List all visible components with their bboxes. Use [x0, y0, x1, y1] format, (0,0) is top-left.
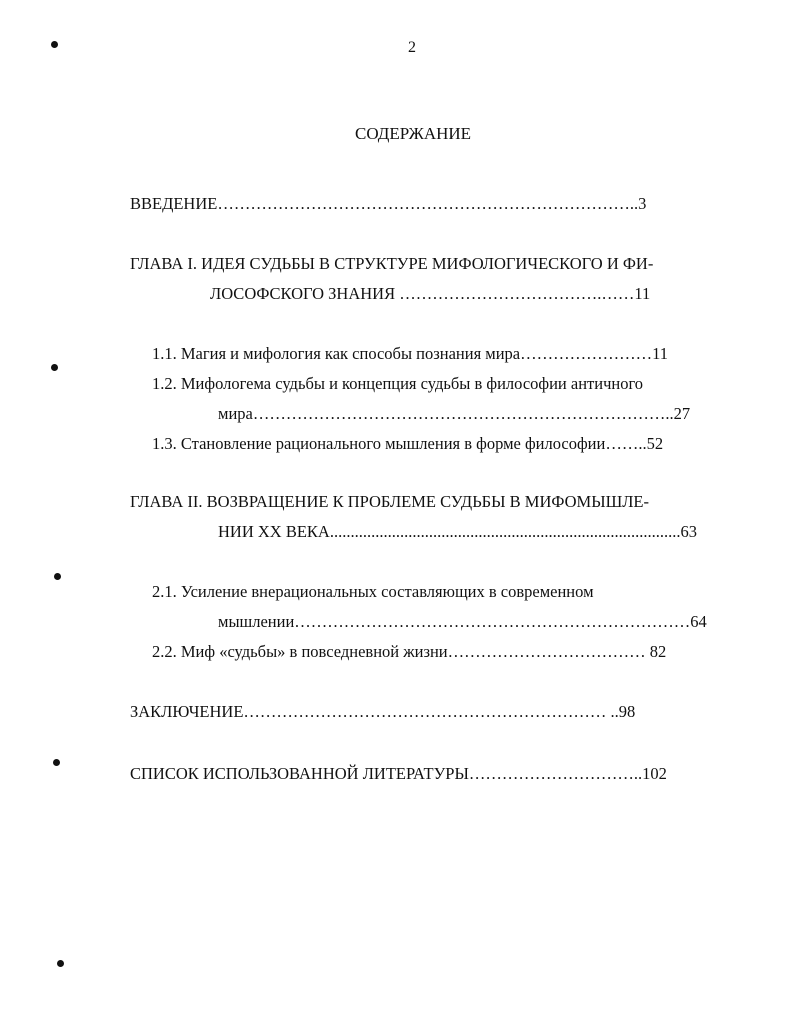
toc-entry-chapter-2-line-2: НИИ XX ВЕКА.....................................................................................63	[218, 522, 697, 541]
margin-dot-3	[54, 573, 61, 580]
toc-entry-section-1-3: 1.3. Становление рационального мышления в форме философии……..52	[152, 434, 664, 453]
toc-title: СОДЕРЖАНИЕ	[355, 124, 472, 143]
margin-dot-4	[53, 759, 60, 766]
margin-dot-2	[51, 364, 58, 371]
toc-entry-chapter-2-line-1: ГЛАВА II. ВОЗВРАЩЕНИЕ К ПРОБЛЕМЕ СУДЬБЫ В МИФОМЫШЛЕ-	[130, 492, 649, 511]
toc-entry-section-2-2: 2.2. Миф «судьбы» в повседневной жизни……………………………… 82	[152, 642, 667, 661]
toc-entry-section-1-1: 1.1. Магия и мифология как способы познания мира……………………11	[152, 344, 669, 363]
toc-entry-section-2-1-line-1: 2.1. Усиление внерациональных составляющих в современном	[152, 582, 594, 601]
toc-entry-chapter-1-line-2: ЛОСОФСКОГО ЗНАНИЯ ……………………………….……11	[210, 284, 651, 303]
toc-entry-chapter-1-line-1: ГЛАВА I. ИДЕЯ СУДЬБЫ В СТРУКТУРЕ МИФОЛОГИЧЕСКОГО И ФИ-	[130, 254, 654, 273]
margin-dot-5	[57, 960, 64, 967]
toc-entry-bibliography: СПИСОК ИСПОЛЬЗОВАННОЙ ЛИТЕРАТУРЫ…………………………..102	[130, 764, 667, 783]
page-number: 2	[408, 39, 416, 56]
toc-entry-section-2-1-line-2: мышлении………………………………………………………………64	[218, 612, 707, 631]
margin-dot-1	[51, 41, 58, 48]
toc-entry-section-1-2-line-1: 1.2. Мифологема судьбы и концепция судьбы в философии античного	[152, 374, 644, 393]
toc-entry-section-1-2-line-2: мира…………………………………………………………………..27	[218, 404, 691, 423]
toc-entry-conclusion: ЗАКЛЮЧЕНИЕ………………………………………………………… ..98	[130, 702, 636, 721]
toc-entry-intro: ВВЕДЕНИЕ…………………………………………………………………..3	[130, 194, 647, 213]
